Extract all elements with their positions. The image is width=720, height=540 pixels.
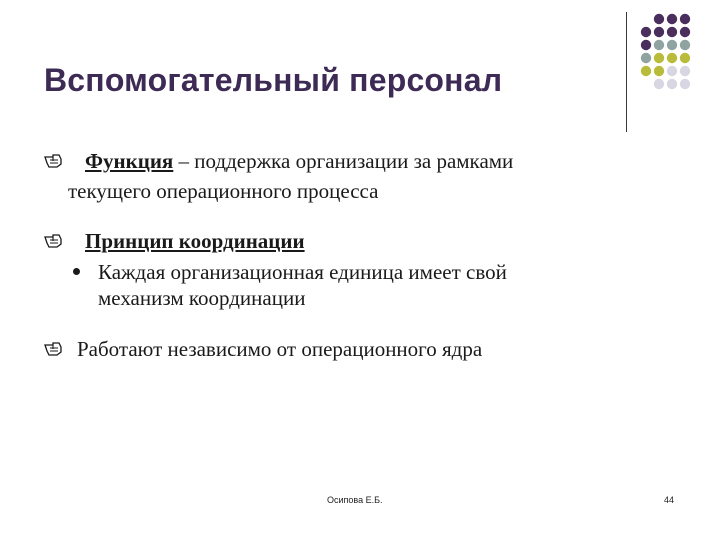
item-independent-text: Работают независимо от операционного ядра [77,337,483,361]
pointing-hand-icon [44,152,62,170]
decor-dot [680,53,690,63]
decor-dot [667,27,677,37]
item-function-line1 [85,148,513,174]
decor-dot [654,40,664,50]
decor-dot [641,53,651,63]
page-number: 44 [664,495,675,505]
decor-dot [641,66,651,76]
decor-dot [654,27,664,37]
item-function-line2: текущего операционного процесса [68,179,379,203]
slide-title: Вспомогательный персонал [44,62,503,98]
decor-dot [654,66,664,76]
decor-dot [667,40,677,50]
decor-dot [667,53,677,63]
decor-dot [680,40,690,50]
decor-dot [654,79,664,89]
decor-dot [680,14,690,24]
footer-author: Осипова Е.Б. [327,495,383,505]
sub-bullet-dot [73,268,80,275]
decor-dot [641,40,651,50]
item-coordination-term-line [85,228,305,254]
decor-dot [680,79,690,89]
item-coordination-sub-line2: механизм координации [98,286,306,310]
decor-dot [680,27,690,37]
divider-line [626,12,627,132]
item-function-text: – поддержка организации за рамками [173,149,514,173]
item-coordination-sub-line1: Каждая организационная единица имеет свой [98,260,507,284]
item-coordination-term: Принцип координации [85,229,305,253]
decor-dot [680,66,690,76]
pointing-hand-icon [44,340,62,358]
decor-dot [641,27,651,37]
decor-dot [667,79,677,89]
decor-dot [654,53,664,63]
decor-dot [654,14,664,24]
decor-dot [667,14,677,24]
pointing-hand-icon [44,232,62,250]
decor-dot [667,66,677,76]
item-function-term: Функция [85,149,174,173]
